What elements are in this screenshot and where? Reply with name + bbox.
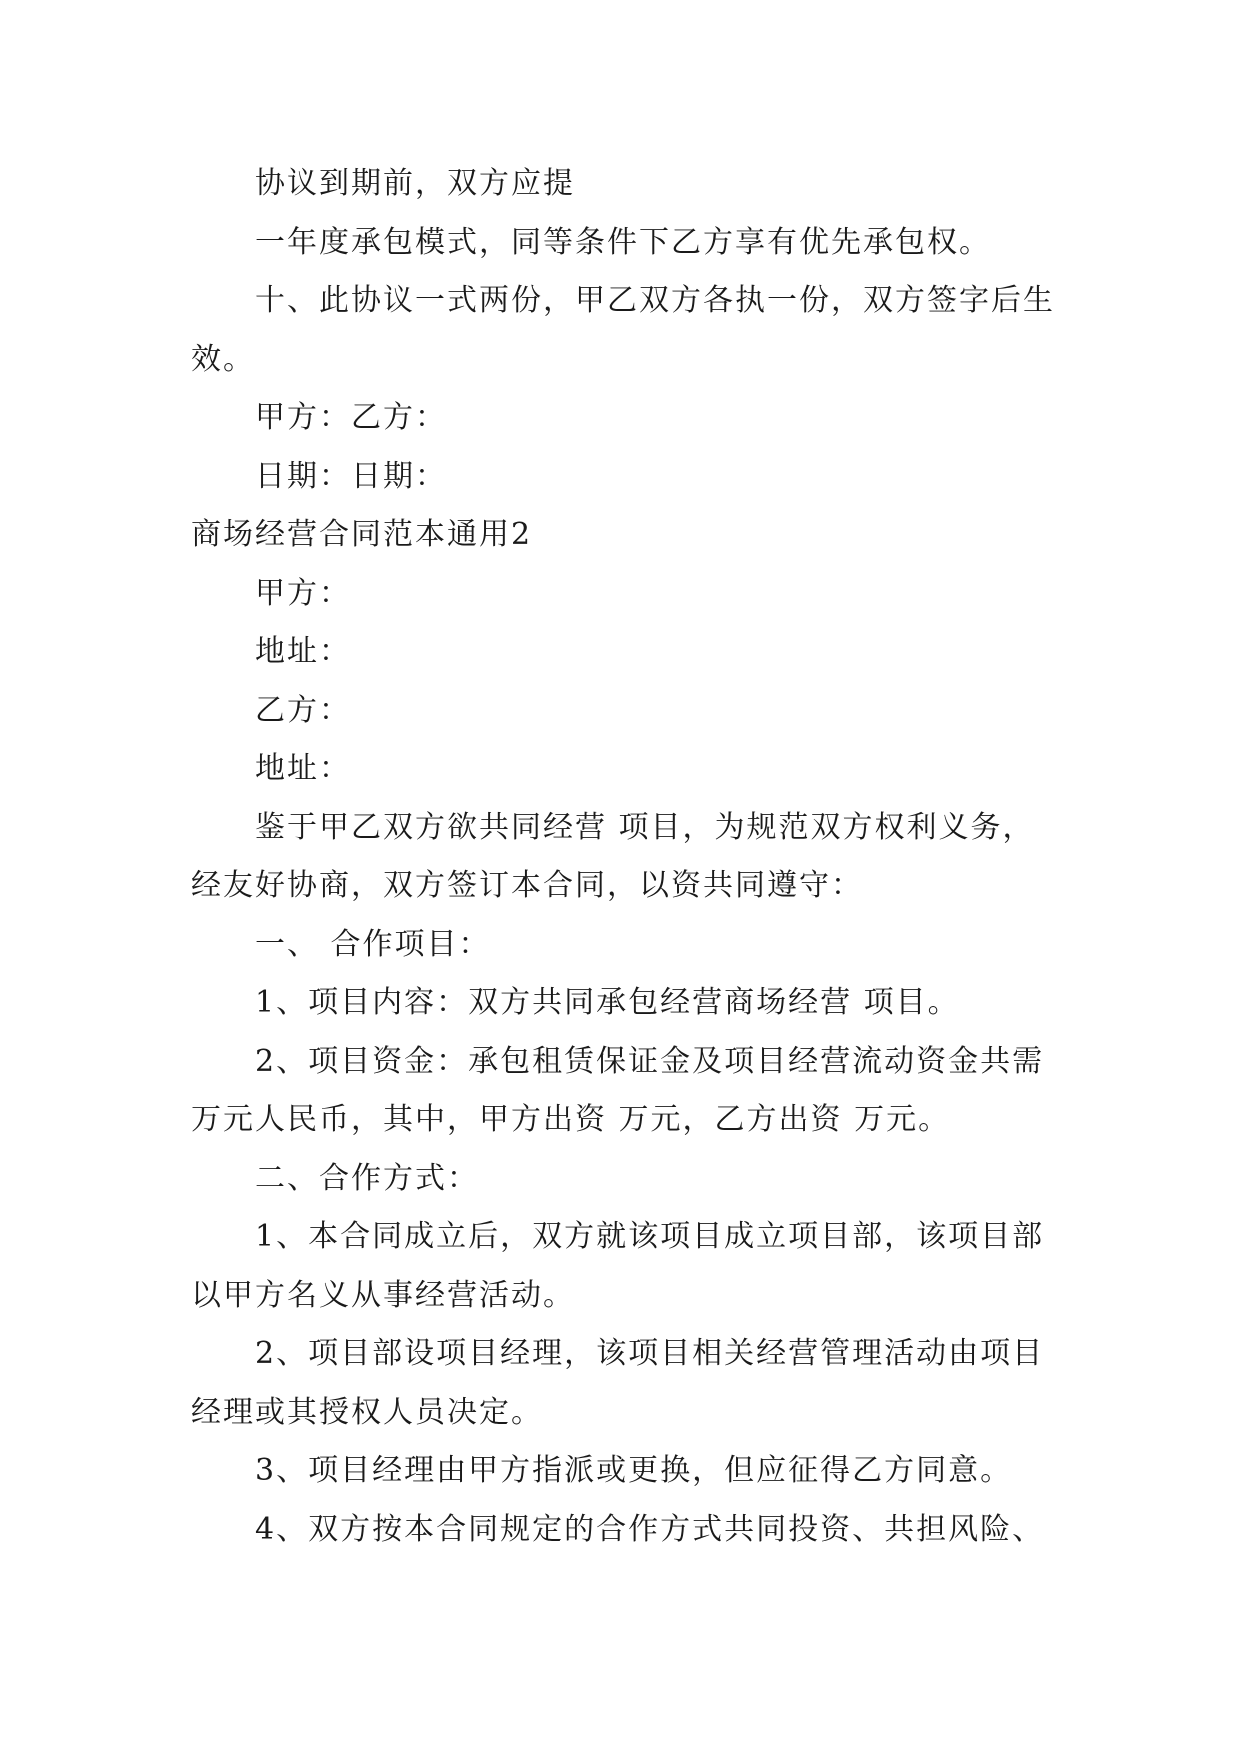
clause-heading: 二、合作方式：	[255, 1160, 479, 1196]
clause-heading: 一、 合作项目：	[255, 926, 491, 962]
signature-line: 甲方：乙方：	[255, 400, 447, 435]
party-a-address: 地址：	[255, 634, 351, 669]
party-b-address: 地址：	[255, 751, 351, 786]
clause-item: 2、项目资金：承包租赁保证金及项目经营流动资金共需 万元人民币，其中，甲方出资 万元，乙方出资 万元。	[191, 1043, 1045, 1137]
party-a-label: 甲方：	[255, 575, 351, 611]
clause-item: 1、本合同成立后，双方就该项目成立项目部，该项目部以甲方名义从事经营活动。	[191, 1219, 1045, 1313]
clause-item: 3、项目经理由甲方指派或更换，但应征得乙方同意。	[255, 1453, 1013, 1488]
party-b-label: 乙方：	[255, 692, 351, 728]
paragraph: 十、此协议一式两份，甲乙双方各执一份，双方签字后生效。	[191, 283, 1055, 377]
clause-item: 4、双方按本合同规定的合作方式共同投资、共担风险、	[255, 1511, 1045, 1547]
paragraph: 协议到期前，双方应提	[255, 166, 575, 201]
paragraph: 鉴于甲乙双方欲共同经营 项目，为规范双方权利义务，经友好协商，双方签订本合同，以资共同遵守：	[191, 809, 1035, 903]
clause-item: 2、项目部设项目经理，该项目相关经营管理活动由项目经理或其授权人员决定。	[191, 1336, 1045, 1430]
section-title: 商场经营合同范本通用2	[191, 517, 533, 552]
paragraph: 一年度承包模式，同等条件下乙方享有优先承包权。	[255, 224, 991, 260]
document-body	[191, 155, 1061, 1559]
date-line: 日期：日期：	[255, 458, 447, 494]
clause-item: 1、项目内容：双方共同承包经营商场经营 项目。	[255, 985, 960, 1020]
